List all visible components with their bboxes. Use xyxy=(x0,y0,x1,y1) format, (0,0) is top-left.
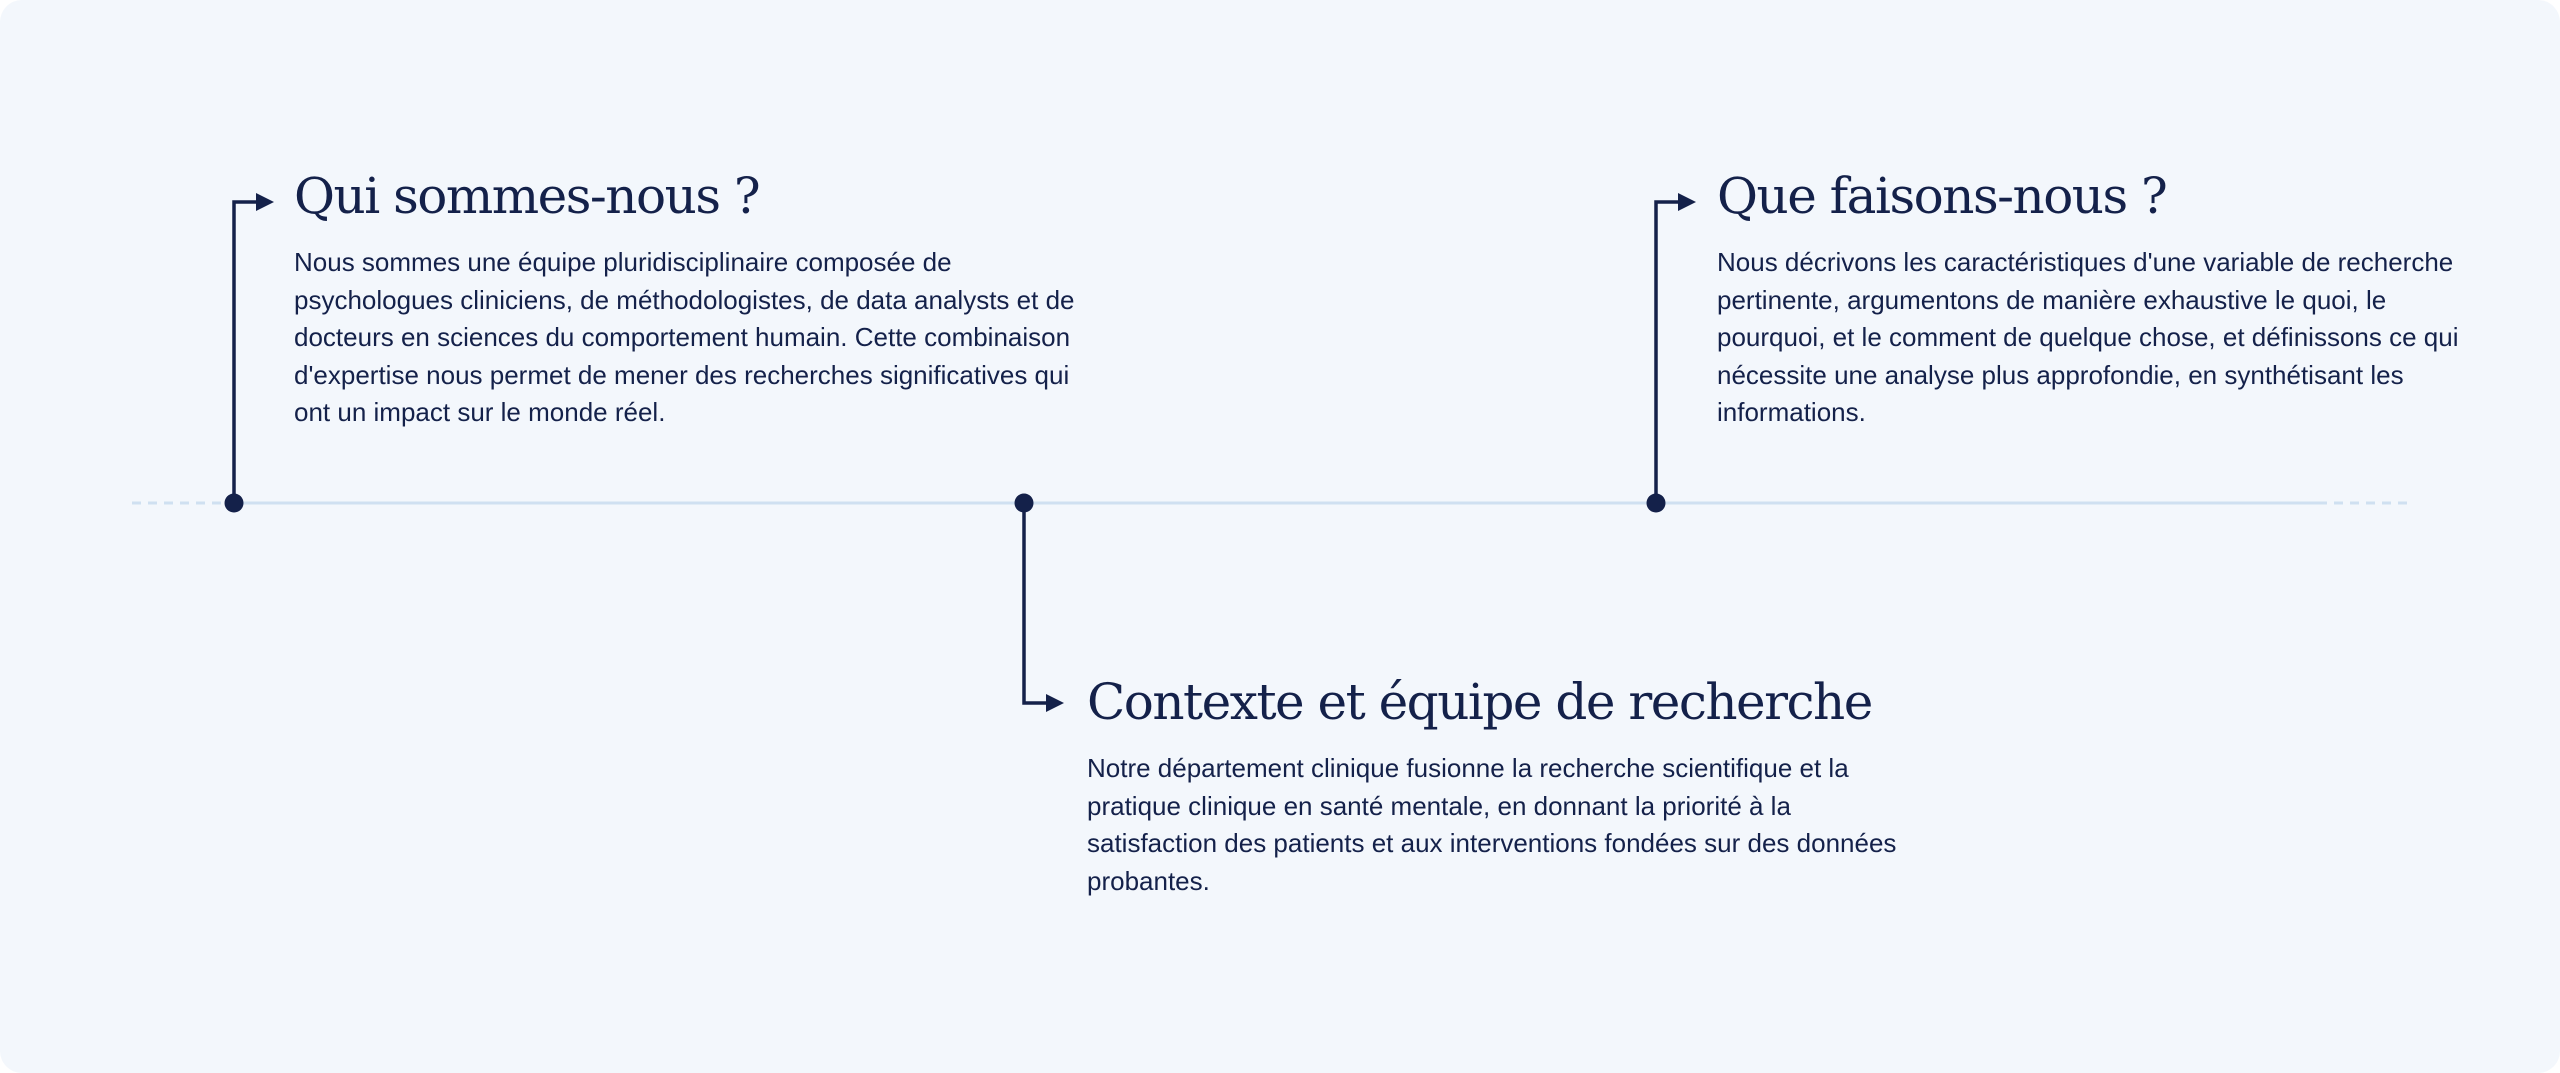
timeline-node-who xyxy=(225,494,244,513)
context-team-block xyxy=(1087,672,1897,900)
arrow-right-icon xyxy=(1046,694,1064,712)
what-we-do-block xyxy=(1717,166,2497,432)
connector-context xyxy=(1024,503,1052,703)
timeline-node-what xyxy=(1647,494,1666,513)
what-we-do-title: Que faisons-nous ? xyxy=(1717,167,2167,225)
what-we-do-text: Nous décrivons les caractéristiques d'une variable de recherche pertinente, argumentons de manière exhaustive le quoi, le pourquoi, et le comment de quelque chose, et définissons ce qui nécessite une analyse plus approfondie, en synthétisant les informations. xyxy=(1717,247,2459,427)
who-we-are-block xyxy=(294,166,1094,432)
who-we-are-title: Qui sommes-nous ? xyxy=(294,167,760,225)
connector-who xyxy=(234,202,262,503)
connector-what xyxy=(1656,202,1684,503)
arrow-right-icon xyxy=(1678,193,1696,211)
timeline-node-context xyxy=(1015,494,1034,513)
context-team-text: Notre département clinique fusionne la recherche scientifique et la pratique clinique en santé mentale, en donnant la priorité à la satisfaction des patients et aux interventions fondées sur des données probantes. xyxy=(1087,753,1897,896)
context-team-title: Contexte et équipe de recherche xyxy=(1087,673,1872,731)
who-we-are-text: Nous sommes une équipe pluridisciplinaire composée de psychologues cliniciens, de méthodologistes, de data analysts et de docteurs en sciences du comportement humain. Cette combinaison d'expertise nous permet de mener des recherches significatives qui ont un impact sur le monde réel. xyxy=(294,247,1075,427)
arrow-right-icon xyxy=(256,193,274,211)
